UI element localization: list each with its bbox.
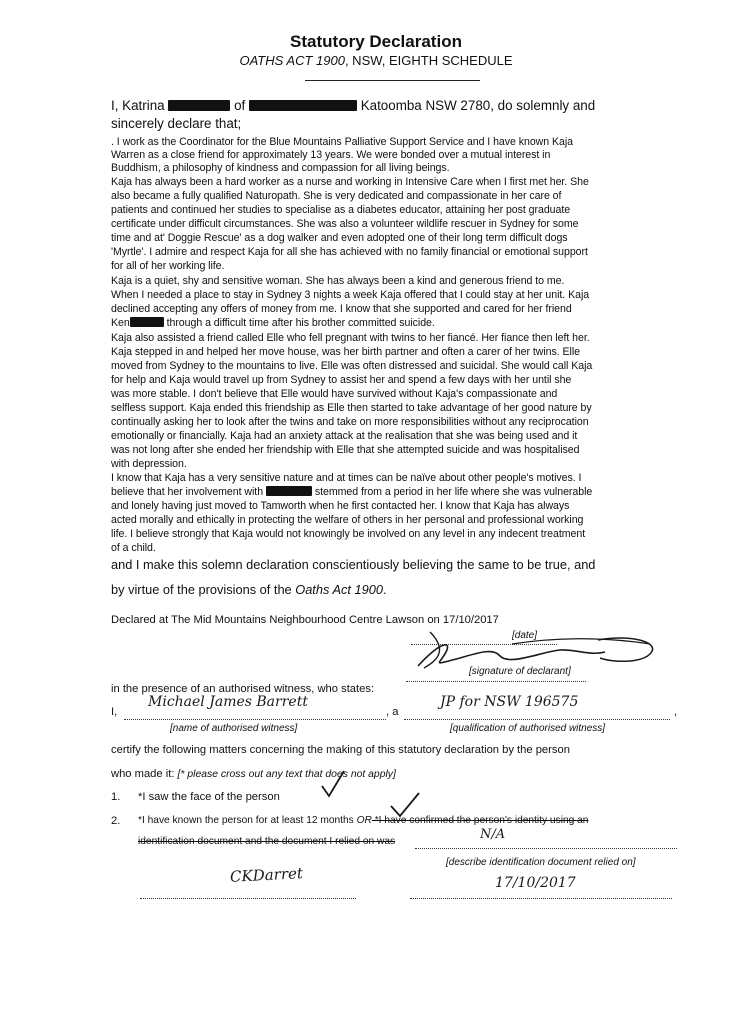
signature-caption: [signature of declarant]: [469, 666, 571, 677]
body-line: also became a fully qualified Naturopath. She is very dedicated and compassionate in her care of: [111, 190, 562, 202]
subtitle-act: OATHS ACT 1900: [239, 53, 345, 68]
intro-line-2: sincerely declare that;: [111, 116, 242, 131]
body-line: with depression.: [111, 458, 187, 470]
redaction-block: [130, 317, 164, 327]
item-2-number: 2.: [111, 815, 121, 827]
body-line: Kaja has always been a hard worker as a nurse and working in Intensive Care when I first met her. She: [111, 176, 589, 188]
document-subtitle: [0, 53, 752, 68]
document-title: Statutory Declaration: [290, 32, 462, 51]
witness-end-comma: ,: [674, 706, 678, 718]
witness-date-handwritten: 17/10/2017: [495, 875, 576, 891]
body-line: I know that Kaja has a very sensitive nature and at times can be naïve about other people's motives. I: [111, 472, 582, 484]
closing-period: .: [382, 582, 387, 597]
body-line: emotionally or financially. Kaja had an anxiety attack at the realisation that she was being used and it: [111, 430, 578, 442]
body-line: When I needed a place to stay in Sydney 3 nights a week Kaja offered that I could stay at her unit. Kaja: [111, 289, 590, 301]
body-line: was more stable. I don't believe that Elle would have survived without Kaja's compassionate and: [111, 388, 558, 400]
id-document-handwritten: N/A: [480, 827, 506, 842]
closing-act: Oaths Act 1900: [295, 582, 383, 597]
address-text: Katoomba NSW 2780, do solemnly and: [360, 98, 596, 113]
body-line: moved from Sydney to the mountains to live. Elle was often distressed and suicidal. She would call Kaja: [111, 360, 593, 372]
body-line: [111, 486, 592, 498]
cross-out-note: [* please cross out any text that does not apply]: [177, 769, 396, 780]
of-label: of: [234, 98, 246, 113]
certify-line-2: [111, 768, 396, 780]
body-line: declined accepting any offers of money from me. I know that she supported and cared for her friend: [111, 303, 572, 315]
body-line: Kaja is a quiet, shy and sensitive woman. She has always been a kind and generous friend to me.: [111, 275, 565, 287]
body-line: [111, 317, 435, 329]
closing-text: by virtue of the provisions of the: [111, 582, 296, 597]
witness-qualification-handwritten: JP for NSW 196575: [440, 694, 579, 710]
witness-a-label: , a: [386, 706, 399, 718]
body-line: selfless support. Kaja ended this friendship as Elle then started to take advantage of her good nature by: [111, 402, 592, 414]
declared-at-text: Declared at The Mid Mountains Neighbourhood Centre Lawson on 17/10/2017: [111, 614, 499, 626]
id-document-caption: [describe identification document relied on]: [446, 857, 636, 868]
intro-line-1: [111, 98, 595, 113]
item-2-struck-text-2: identification document and the document I relied on was: [138, 836, 396, 847]
declarant-name: I, Katrina: [111, 98, 165, 113]
title-rule: [305, 80, 480, 81]
body-line: certificate under difficult circumstances. She was also a volunteer wildlife rescuer in Sydney for some: [111, 218, 579, 230]
witness-intro: in the presence of an authorised witness, who states:: [111, 683, 375, 695]
date-caption: [date]: [512, 630, 538, 641]
id-document-dotted-line: [415, 848, 677, 849]
involvement-rest: stemmed from a period in her life where she was vulnerable: [311, 486, 593, 498]
subtitle-rest: , NSW, EIGHTH SCHEDULE: [344, 53, 513, 68]
witness-name-handwritten: Michael James Barrett: [148, 694, 308, 710]
checkmark-icon: [318, 768, 346, 800]
body-line: Warren as a close friend for approximately 13 years. We were bonded over a mutual interest in: [111, 149, 551, 161]
body-line: patients and continued her studies to specialise as a diabetes educator, attaining her post graduate: [111, 204, 571, 216]
signature-dotted-line: [406, 681, 586, 682]
body-line: life. I believe strongly that Kaja would not knowingly be involved on any level in any indecent treatment: [111, 528, 586, 540]
item-2-known-text: *I have known the person for at least 12 months: [138, 815, 357, 826]
body-line: and lonely having just moved to Tamworth when he first contacted her. I know that Kaja has always: [111, 500, 570, 512]
ken-label: Ken: [111, 317, 130, 329]
item-2-struck-text: *I have confirmed the person's identity using an: [371, 815, 589, 826]
involvement-label: believe that her involvement with: [111, 486, 264, 498]
body-line: for all of her working life.: [111, 260, 225, 272]
redaction-block: [168, 100, 230, 111]
body-line: for help and Kaja would travel up from Sydney to assist her and spend a few days with her until she: [111, 374, 572, 386]
item-1-number: 1.: [111, 791, 121, 803]
body-line: time and at' Doggie Rescue' as a dog walker and even adopted one of their long term difficult dogs: [111, 232, 568, 244]
certify-text: who made it:: [111, 768, 178, 780]
witness-signature-dotted-line: [140, 898, 356, 899]
witness-name-caption: [name of authorised witness]: [170, 723, 298, 734]
item-1-text: *I saw the face of the person: [138, 791, 280, 803]
body-line: was not long after she ended her friendship with Elle that she attempted suicide and was hospitalised: [111, 444, 580, 456]
closing-line-1: and I make this solemn declaration conscientiously believing the same to be true, and: [111, 557, 596, 572]
body-line: acted morally and ethically in protecting the welfare of others in her personal and professional working: [111, 514, 584, 526]
body-line: Buddhism, a philosophy of kindness and compassion for all living beings.: [111, 162, 450, 174]
certify-line-1: certify the following matters concerning the making of this statutory declaration by the person: [111, 744, 570, 756]
body-line: continually asking her to look after the twins and take on more responsibilities without any reciprocation: [111, 416, 589, 428]
body-line: Kaja also assisted a friend called Elle who fell pregnant with twins to her fiancé. Her fiance then left her.: [111, 332, 590, 344]
item-2-or: OR: [356, 815, 372, 826]
redaction-block: [249, 100, 357, 111]
redaction-block: [266, 486, 312, 496]
witness-signature-handwritten: CKDarret: [229, 864, 304, 886]
body-line: Kaja stepped in and helped her move house, was her birth partner and often a carer of her twins. Elle: [111, 346, 581, 358]
closing-line-2: [111, 582, 387, 597]
checkmark-icon: [388, 790, 422, 820]
body-line: . I work as the Coordinator for the Blue Mountains Palliative Support Service and I have known Kaja: [111, 136, 574, 148]
witness-i-label: I,: [111, 706, 118, 718]
witness-qualification-dotted-line: [404, 719, 670, 720]
item-2-text: [138, 815, 588, 826]
ken-rest: through a difficult time after his brother committed suicide.: [163, 317, 435, 329]
witness-date-dotted-line: [410, 898, 672, 899]
witness-name-dotted-line: [124, 719, 386, 720]
body-line: 'Myrtle'. I admire and respect Kaja for all she has achieved with no family financial or emotional support: [111, 246, 588, 258]
body-line: of a child.: [111, 542, 156, 554]
witness-qualification-caption: [qualification of authorised witness]: [450, 723, 606, 734]
